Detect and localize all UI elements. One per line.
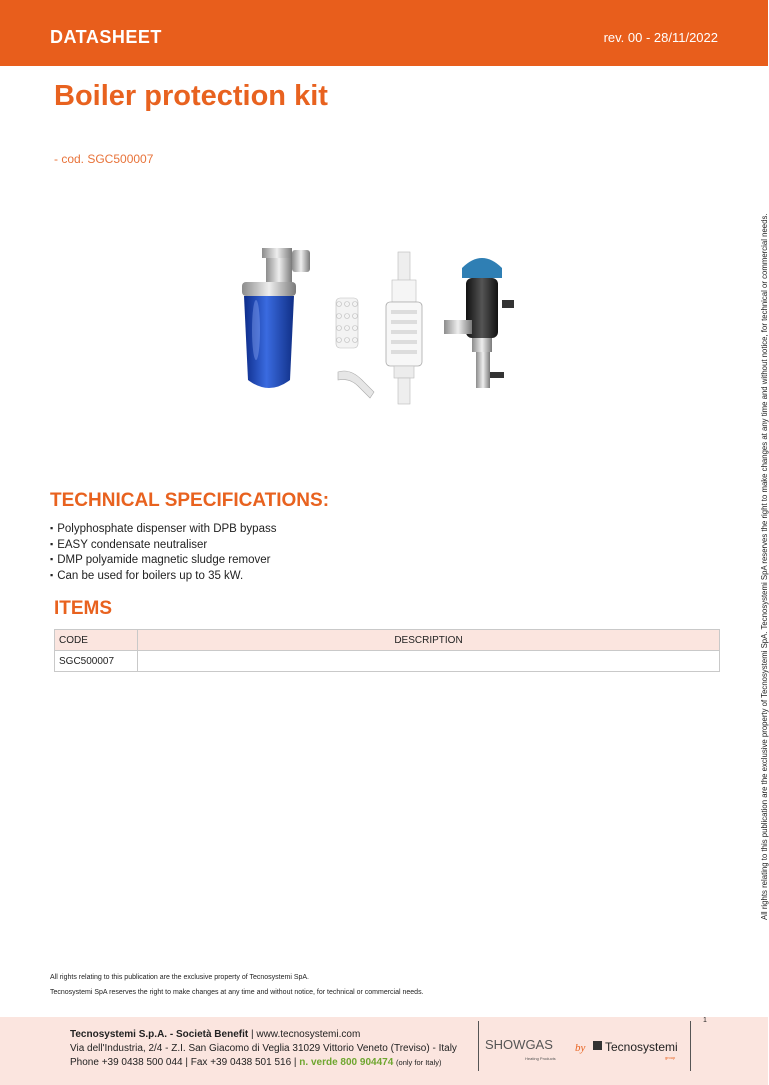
page-number: 1: [703, 1017, 707, 1024]
green-number: n. verde 800 904474: [299, 1057, 394, 1068]
item-code-cell: SGC500007: [55, 651, 138, 672]
list-item: ▪ DMP polyamide magnetic sludge remover: [50, 553, 276, 569]
page-title: Boiler protection kit: [54, 80, 328, 112]
doc-type-label: DATASHEET: [50, 27, 162, 47]
company-website[interactable]: www.tecnosystemi.com: [256, 1029, 361, 1040]
footer: [0, 1017, 768, 1085]
list-item: ▪ Polyphosphate dispenser with DPB bypass: [50, 522, 276, 538]
footer-divider: [478, 1021, 479, 1071]
neutraliser-unit: [336, 252, 422, 404]
tecnosystemi-logo: Tecnosystemi: [605, 1040, 678, 1054]
rights-line-1: All rights relating to this publication are the exclusive property of Tecnosystemi SpA.: [50, 974, 309, 981]
showgas-logo-sub: Heating Products: [525, 1056, 556, 1061]
green-number-note: (only for Italy): [396, 1058, 442, 1067]
revision-label: rev. 00 - 28/11/2022: [603, 30, 718, 45]
items-table: [54, 629, 720, 672]
table-row: [55, 651, 720, 672]
side-rights-notice: All rights relating to this publication are the exclusive property of Tecnosystemi SpA. Tecnosystemi SpA reserves the right to make changes at any time and without notice, for technical or commercial needs.: [760, 213, 769, 920]
list-item: ▪ Can be used for boilers up to 35 kW.: [50, 569, 276, 585]
company-name: Tecnosystemi S.p.A. - Società Benefit: [70, 1029, 249, 1040]
showgas-logo: SHOWGAS: [485, 1037, 553, 1052]
tecnosystemi-logo-sub: group: [665, 1055, 676, 1060]
specs-list: [50, 522, 276, 584]
specs-title: TECHNICAL SPECIFICATIONS:: [50, 490, 330, 511]
company-fax: Fax +39 0438 501 516: [190, 1057, 292, 1068]
dispenser-unit: [242, 248, 310, 388]
column-header-description: DESCRIPTION: [138, 630, 720, 651]
rights-line-2: Tecnosystemi SpA reserves the right to make changes at any time and without notice, for technical or commercial needs.: [50, 989, 424, 996]
item-description-cell: [138, 651, 720, 672]
table-header-row: [55, 630, 720, 651]
items-title: ITEMS: [54, 598, 113, 619]
company-phone: Phone +39 0438 500 044: [70, 1057, 183, 1068]
company-address: Via dell'Industria, 2/4 - Z.I. San Giacomo di Veglia 31029 Vittorio Veneto (Treviso) - Italy: [70, 1043, 457, 1054]
by-label: by: [575, 1042, 586, 1054]
brand-logos: [485, 1029, 685, 1063]
sludge-remover-unit: [444, 258, 514, 388]
product-code-line: - cod. SGC500007: [54, 152, 154, 166]
company-info: Tecnosystemi S.p.A. - Società Benefit | www.tecnosystemi.com Via dell'Industria, 2/4 - Z.I. San Giacomo di Veglia 31029 Vittorio Veneto (Treviso) - Italy Phone +39 0438 500 044 | Fax +39 0438 501 516 | n. verde 800 904474 (only for Italy): [70, 1029, 457, 1068]
column-header-code: CODE: [55, 630, 138, 651]
product-image: [226, 240, 526, 410]
header-bar: [0, 0, 768, 66]
footer-divider: [690, 1021, 691, 1071]
list-item: ▪ EASY condensate neutraliser: [50, 538, 276, 554]
